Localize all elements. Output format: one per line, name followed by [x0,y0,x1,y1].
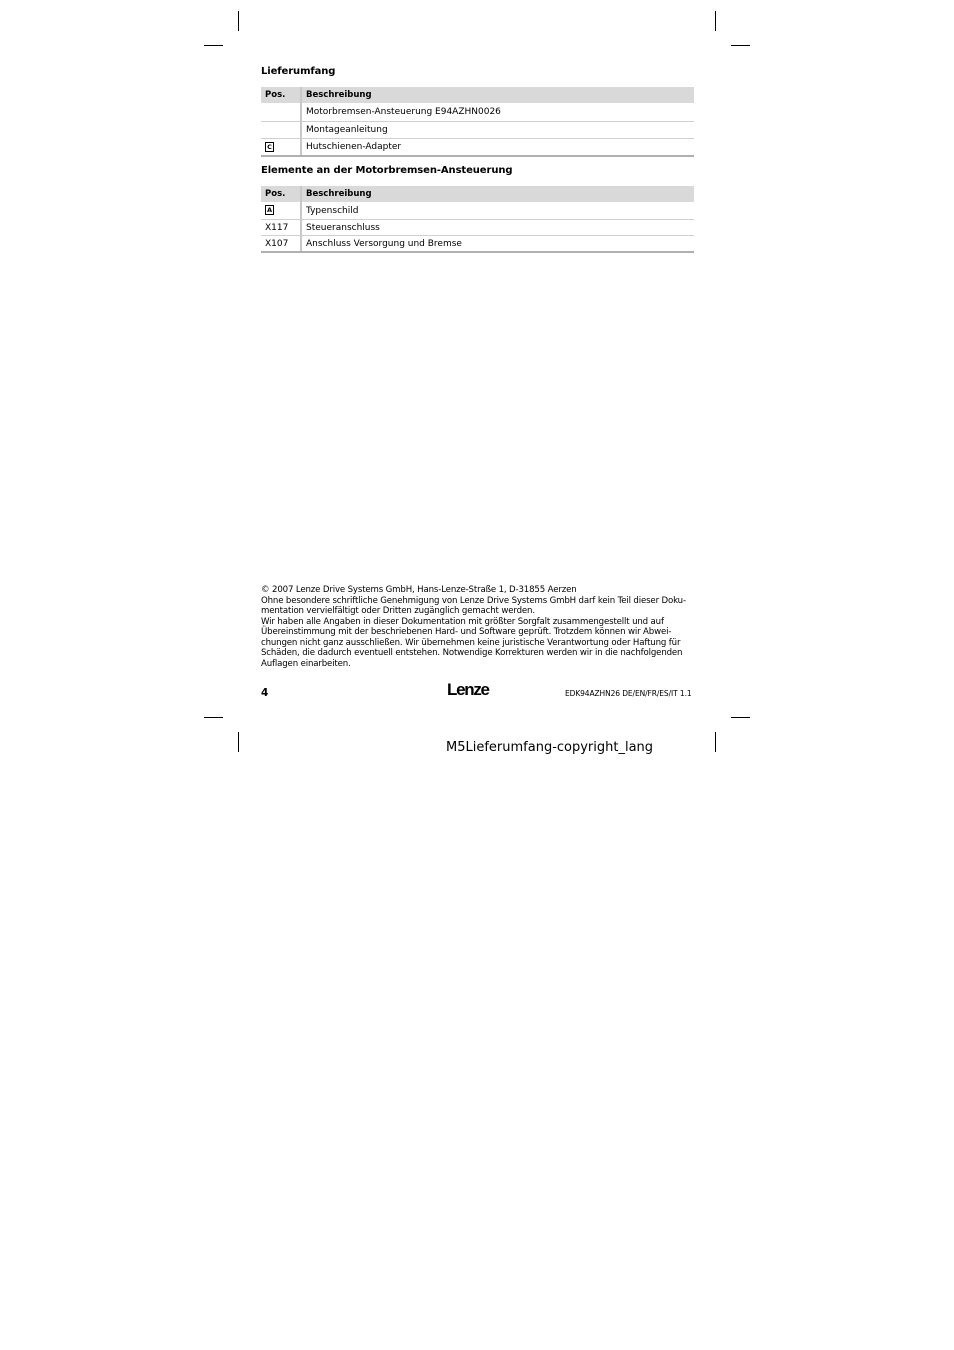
copyright-line: chungen nicht ganz ausschließen. Wir übernehmen keine juristische Verantwortung oder Haftung für [261,637,681,648]
copyright-line: Ohne besondere schriftliche Genehmigung von Lenze Drive Systems GmbH darf kein Teil dieser Doku- [261,595,686,606]
copyright-line: Auflagen einarbeiten. [261,658,351,669]
cell-desc: Steueranschluss [301,220,694,236]
elements-table [261,186,694,253]
table-header-row [261,87,694,103]
cell-pos: X107 [261,236,301,253]
position-marker-a: A [266,206,273,215]
cell-pos: X117 [261,220,301,236]
table-header-row [261,186,694,202]
copyright-line: mentation vervielfältigt oder Dritten zugänglich gemacht werden. [261,606,535,616]
cell-desc: Montageanleitung [301,122,694,139]
cell-desc: Anschluss Versorgung und Bremse [301,236,694,253]
table-row [261,103,694,122]
crop-mark [731,717,750,718]
copyright-line: © 2007 Lenze Drive Systems GmbH, Hans-Lenze-Straße 1, D-31855 Aerzen [261,585,577,595]
crop-mark [204,717,223,718]
column-header-pos: Pos. [261,87,301,103]
scope-of-delivery-table [261,87,694,157]
section-heading-lieferumfang: Lieferumfang [261,66,336,77]
copyright-line: Schäden, die dadurch eventuell entstehen. Notwendige Korrekturen werden wir in die nachfolgenden [261,648,683,658]
table-row [261,122,694,139]
section-heading-elemente: Elemente an der Motorbremsen-Ansteuerung [261,165,513,176]
table-row [261,236,694,253]
copyright-line: Wir haben alle Angaben in dieser Dokumentation mit größter Sorgfalt zusammengestellt und auf [261,616,664,627]
copyright-notice [261,585,701,669]
copyright-line: Übereinstimmung mit der beschriebenen Hard- und Software geprüft. Trotzdem können wir Abwei- [261,627,672,637]
cell-pos [261,139,301,157]
cell-pos [261,103,301,122]
cell-desc: Motorbremsen-Ansteuerung E94AZHN0026 [301,103,694,122]
cell-pos [261,122,301,139]
page-number: 4 [261,687,269,699]
cell-desc: Typenschild [301,202,694,220]
document-reference: EDK94AZHN26 DE/EN/FR/ES/IT 1.1 [565,689,692,698]
crop-mark [238,732,239,752]
crop-mark [731,45,750,46]
crop-mark [715,732,716,752]
column-header-desc: Beschreibung [301,186,694,202]
table-row [261,220,694,236]
column-header-pos: Pos. [261,186,301,202]
table-row [261,202,694,220]
cell-pos [261,202,301,220]
table-row [261,139,694,157]
cell-desc: Hutschienen-Adapter [301,139,694,157]
crop-mark [204,45,223,46]
position-marker-c: C [265,142,274,152]
crop-mark [238,11,239,31]
column-header-desc: Beschreibung [301,87,694,103]
page-caption: M5Lieferumfang-copyright_lang [446,740,654,755]
lenze-logo: Lenze [447,680,489,699]
crop-mark [715,11,716,31]
